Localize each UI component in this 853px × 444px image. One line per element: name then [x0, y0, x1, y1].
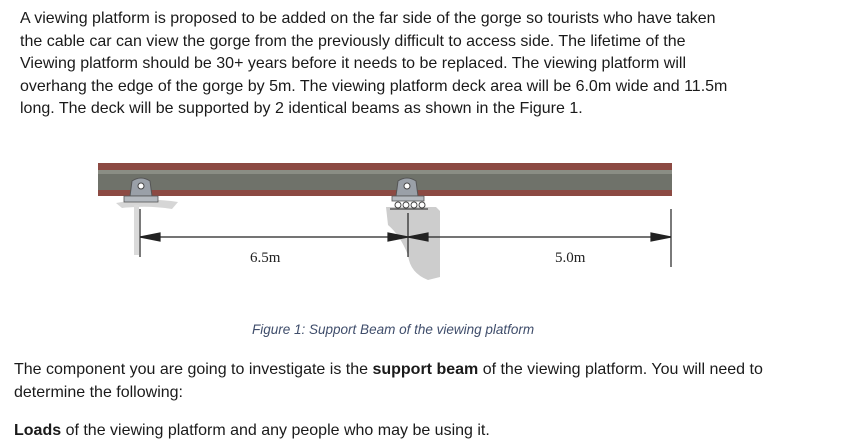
intro-line-4: overhang the edge of the gorge by 5m. The viewing platform deck area will be 6.0m wide and 11.5m [20, 77, 728, 95]
component-line-1 [14, 358, 834, 381]
intro-line-3: Viewing platform should be 30+ years before it needs to be replaced. The viewing platform will [20, 55, 687, 73]
beam-top-flange [98, 163, 672, 170]
component-line-2: determine the following: [14, 384, 183, 401]
component-text-before: The component you are going to investigate is the [14, 361, 373, 378]
beam-web-highlight [98, 170, 672, 174]
component-text-after: of the viewing platform. You will need to [478, 361, 763, 378]
support-beam-bold: support beam [372, 361, 479, 378]
beam-diagram [88, 145, 688, 285]
support-beam-figure [88, 145, 688, 285]
ground-left-post [134, 205, 139, 255]
loads-text: of the viewing platform and any people who may be using it. [61, 422, 490, 439]
figure-caption: Figure 1: Support Beam of the viewing platform [252, 322, 535, 337]
component-paragraph [14, 358, 834, 404]
intro-paragraph [20, 8, 800, 121]
beam-bottom-flange [98, 190, 672, 196]
intro-line-2: the cable car can view the gorge from the previously difficult to access side. The lifetime of the [20, 32, 686, 50]
dimension-label-5-0m: 5.0m [555, 250, 586, 266]
loads-paragraph [14, 420, 490, 442]
ground-middle [386, 207, 440, 280]
intro-line-5: long. The deck will be supported by 2 identical beams as shown in the Figure 1. [20, 100, 583, 118]
loads-bold: Loads [14, 422, 62, 439]
intro-line-1: A viewing platform is proposed to be added on the far side of the gorge so tourists who have taken [20, 10, 716, 27]
dimension-label-6-5m: 6.5m [250, 250, 281, 266]
